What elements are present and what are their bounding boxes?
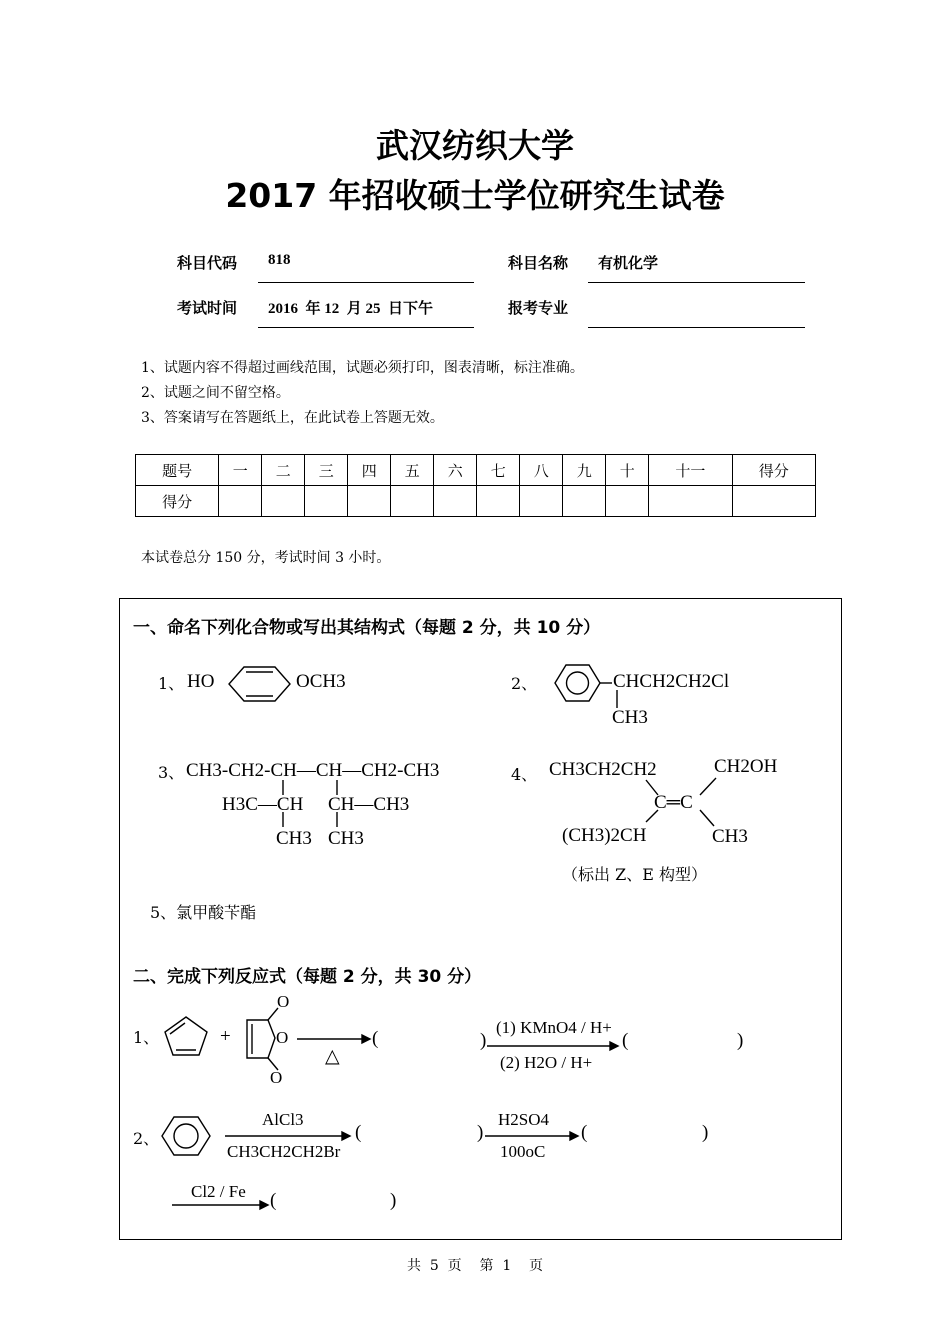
s2-q2-number: 2、	[133, 1129, 160, 1148]
reaction-arrow	[225, 1132, 350, 1140]
total-note: 本试卷总分 150 分，考试时间 3 小时。	[141, 550, 391, 566]
exam-time-label: 考试时间	[177, 299, 238, 317]
reagent4-top: Cl2 / Fe	[191, 1182, 246, 1201]
section1-heading: 一、命名下列化合物或写出其结构式（每题 2 分，共 10 分）	[133, 618, 601, 638]
answer-paren-close: )	[390, 1190, 397, 1211]
reagent2-top: AlCl3	[262, 1110, 304, 1129]
reagent2-bottom: CH3CH2CH2Br	[227, 1142, 341, 1161]
score-header-cell: 四	[348, 455, 391, 486]
score-header-cell: 八	[520, 455, 563, 486]
answer-paren-close: )	[477, 1122, 484, 1143]
reaction-arrow	[297, 1035, 370, 1043]
q2-branch: CH3	[612, 707, 648, 728]
note-3: 3、答案请写在答题纸上，在此试卷上答题无效。	[141, 410, 444, 426]
score-row-label: 得分	[136, 486, 219, 517]
answer-paren-open: (	[270, 1190, 277, 1211]
score-header-cell: 二	[262, 455, 305, 486]
q2-chain: CHCH2CH2Cl	[613, 671, 730, 692]
answer-paren-close: )	[480, 1030, 487, 1051]
score-header-cell: 五	[391, 455, 434, 486]
note-2: 2、试题之间不留空格。	[141, 385, 290, 401]
university-title: 武汉纺织大学	[376, 126, 574, 165]
page-footer: 共 5 页 第 1 页	[406, 1258, 544, 1274]
benzene-ring	[162, 1117, 210, 1155]
score-header-cell: 六	[434, 455, 477, 486]
score-header-cell: 九	[563, 455, 606, 486]
q3-number: 3、	[158, 763, 185, 782]
s2-q1-number: 1、	[133, 1028, 160, 1047]
answer-paren-close: )	[702, 1122, 709, 1143]
benzene-ring	[555, 665, 600, 701]
q1-right-group: OCH3	[296, 671, 346, 692]
aromatic-circle	[174, 1124, 198, 1148]
q4-bottom-right: CH3	[712, 826, 748, 847]
ring-double-bond	[170, 1023, 185, 1034]
q4-top-left: CH3CH2CH2	[549, 759, 657, 780]
bond-line	[700, 810, 714, 826]
subject-code-value: 818	[268, 252, 291, 268]
q4-note: （标出 Z、E 构型）	[562, 865, 707, 884]
score-header-cell: 三	[305, 455, 348, 486]
answer-paren-open: (	[372, 1028, 379, 1049]
reagent3-top: H2SO4	[498, 1110, 550, 1129]
subject-code-label: 科目代码	[177, 254, 238, 272]
q3-row3-left: CH3	[276, 828, 312, 849]
q4-number: 4、	[511, 765, 538, 784]
q3-row2-right: CH—CH3	[328, 794, 410, 815]
answer-paren-open: (	[355, 1122, 362, 1143]
q4-top-right: CH2OH	[714, 756, 778, 777]
anhydride-ring	[247, 1020, 275, 1058]
exam-title: 2017 年招收硕士学位研究生试卷	[225, 176, 725, 215]
section2-heading: 二、完成下列反应式（每题 2 分，共 30 分）	[133, 967, 482, 987]
score-header-cell: 十	[606, 455, 649, 486]
subject-name-value: 有机化学	[598, 256, 659, 272]
score-header-cell: 一	[219, 455, 262, 486]
reaction-arrow	[487, 1042, 618, 1050]
q4-center: C═C	[654, 792, 693, 813]
reagent3-bottom: 100oC	[500, 1142, 546, 1161]
q4-bottom-left: (CH3)2CH	[562, 825, 647, 846]
anhydride-o-bottom: O	[270, 1068, 283, 1087]
bond-line	[700, 778, 716, 795]
q3-row3-right: CH3	[328, 828, 364, 849]
exam-time-value: 2016 年 12 月 25 日下午	[268, 301, 434, 317]
q3-main-chain: CH3-CH2-CH—CH—CH2-CH3	[186, 760, 440, 781]
q2-number: 2、	[511, 674, 538, 693]
plus-sign: +	[220, 1026, 231, 1047]
q3-row2-left: H3C—CH	[222, 794, 304, 815]
q1-number: 1、	[158, 674, 185, 693]
anhydride-o-ring: O	[276, 1028, 289, 1047]
q1-left-group: HO	[187, 671, 215, 692]
major-label: 报考专业	[508, 299, 569, 317]
reagent1-top: (1) KMnO4 / H+	[496, 1018, 612, 1037]
score-header-cell: 七	[477, 455, 520, 486]
subject-name-label: 科目名称	[508, 254, 569, 272]
reaction-arrow	[485, 1132, 578, 1140]
aromatic-circle	[567, 672, 589, 694]
note-1: 1、试题内容不得超过画线范围，试题必须打印，图表清晰，标注准确。	[141, 360, 584, 376]
answer-paren-open: (	[622, 1030, 629, 1051]
anhydride-o-top: O	[277, 992, 290, 1011]
heat-symbol: △	[325, 1046, 340, 1067]
answer-paren-close: )	[737, 1030, 744, 1051]
score-header-cell: 题号	[136, 455, 219, 486]
q5-text: 5、氯甲酸苄酯	[150, 903, 257, 922]
reagent1-bottom: (2) H2O / H+	[500, 1053, 593, 1072]
score-header-cell: 十一	[649, 455, 732, 486]
answer-paren-open: (	[581, 1122, 588, 1143]
score-header-cell: 得分	[732, 455, 815, 486]
reaction-arrow	[172, 1201, 268, 1209]
